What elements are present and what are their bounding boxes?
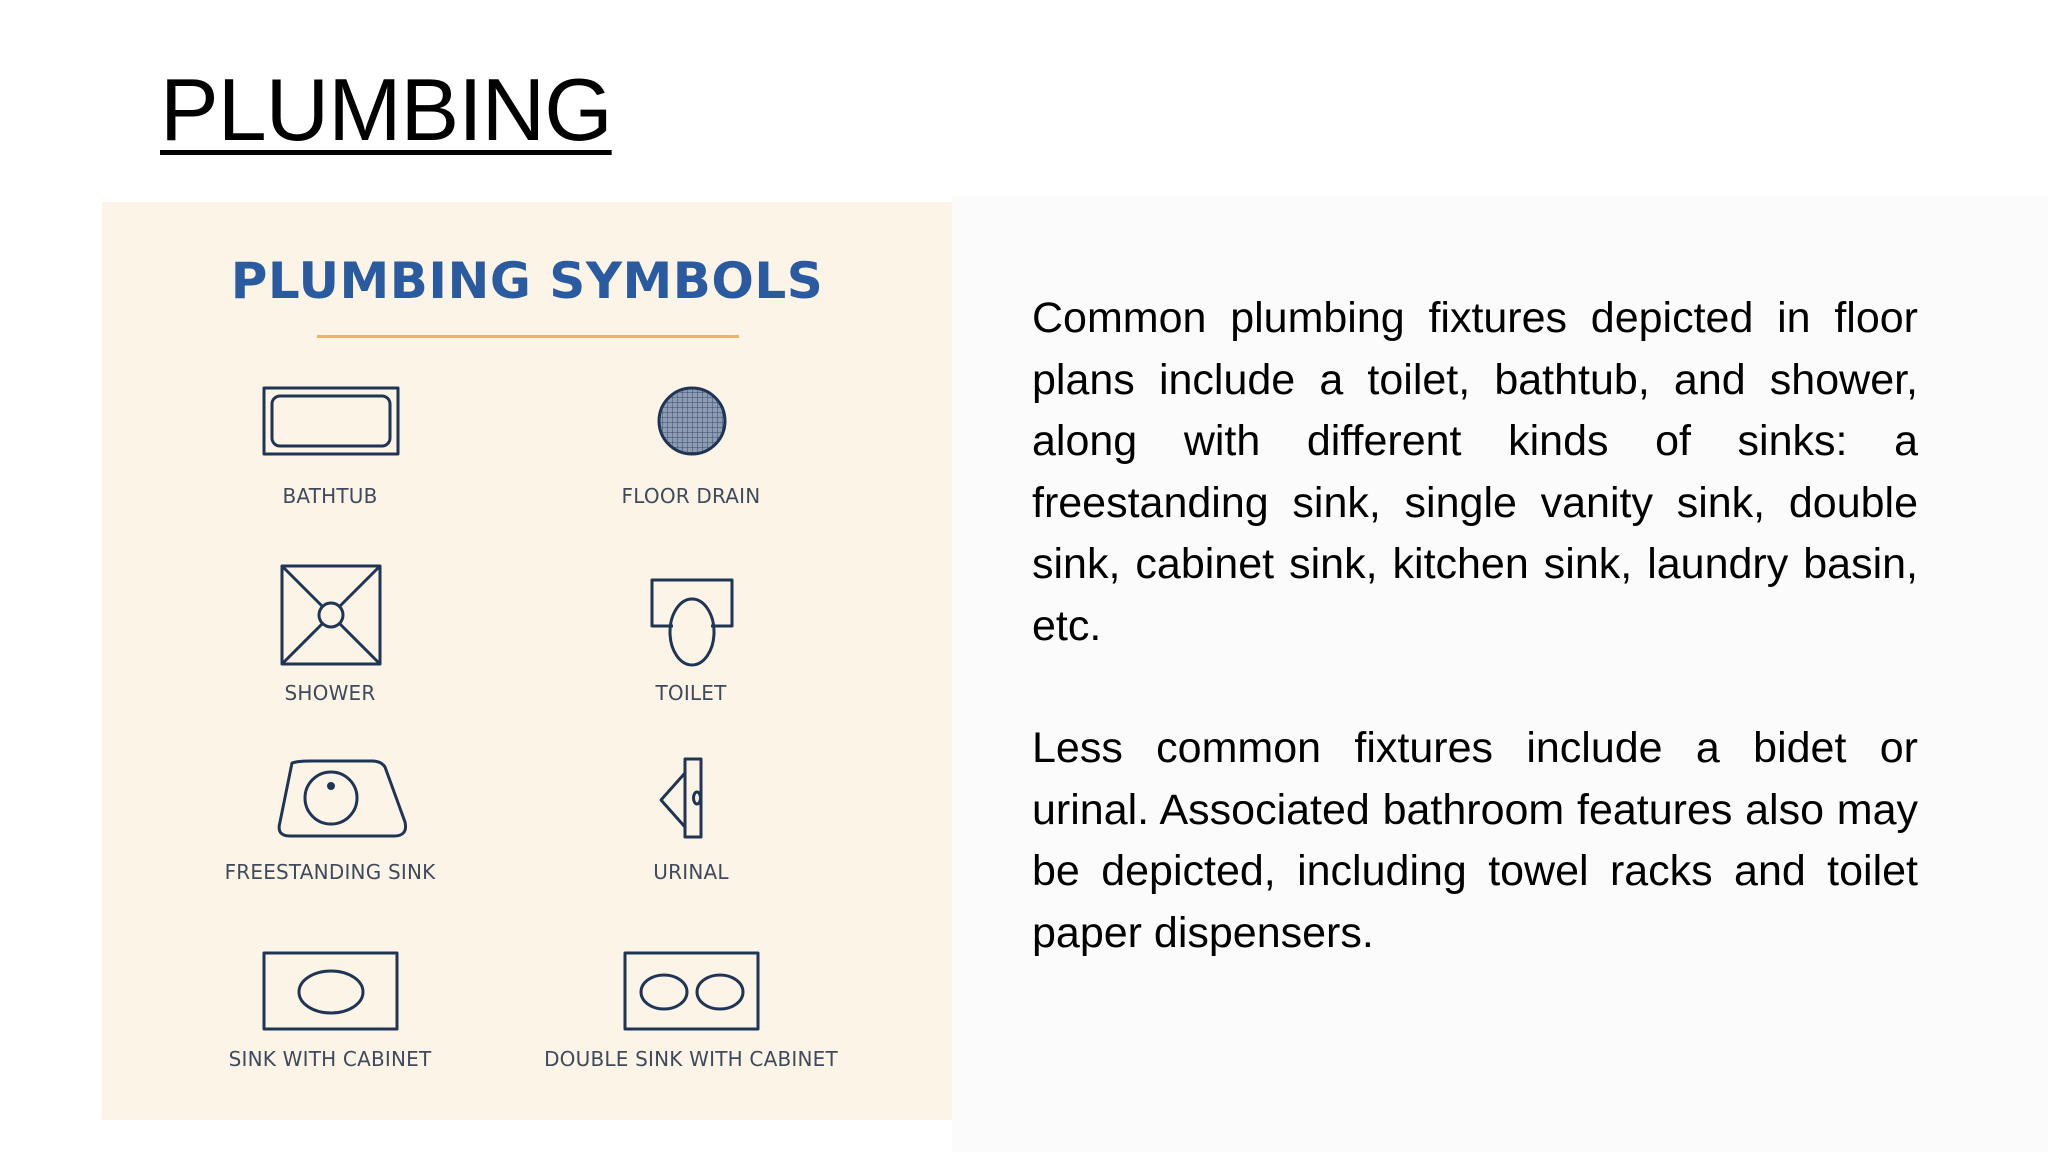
slide-title: PLUMBING — [160, 60, 612, 159]
toilet-icon — [652, 580, 732, 665]
double-sink-with-cabinet-label: DOUBLE SINK WITH CABINET — [544, 1047, 838, 1071]
double-sink-with-cabinet-icon — [625, 953, 758, 1029]
urinal-label: URINAL — [653, 860, 729, 884]
floor-drain-label: FLOOR DRAIN — [621, 484, 761, 508]
bathtub-icon — [264, 388, 398, 454]
shower-label: SHOWER — [284, 681, 376, 705]
freestanding-sink-icon — [279, 761, 405, 836]
paragraph-common-fixtures: Common plumbing fixtures depicted in floor plans include a toilet, bathtub, and shower, along with different kinds of sinks: a freestanding sink, single vanity sink, double sink, cabinet sink, kitchen sink, laundry basin, etc. — [1032, 294, 1918, 650]
freestanding-sink-label: FREESTANDING SINK — [224, 860, 436, 884]
toilet-label: TOILET — [655, 681, 727, 705]
sink-with-cabinet-icon — [264, 953, 397, 1029]
shower-icon — [282, 566, 380, 664]
sink-with-cabinet-label: SINK WITH CABINET — [228, 1047, 432, 1071]
urinal-icon — [661, 759, 701, 837]
symbols-drawing — [102, 202, 952, 1120]
plumbing-symbols-image — [102, 202, 952, 1120]
poster-heading: PLUMBING SYMBOLS — [230, 252, 824, 310]
paragraph-less-common-fixtures: Less common fixtures include a bidet or urinal. Associated bathroom features also may be depicted, including towel racks and toilet paper dispensers. — [1032, 724, 1918, 957]
bathtub-label: BATHTUB — [282, 484, 378, 508]
floor-drain-icon — [659, 388, 725, 454]
